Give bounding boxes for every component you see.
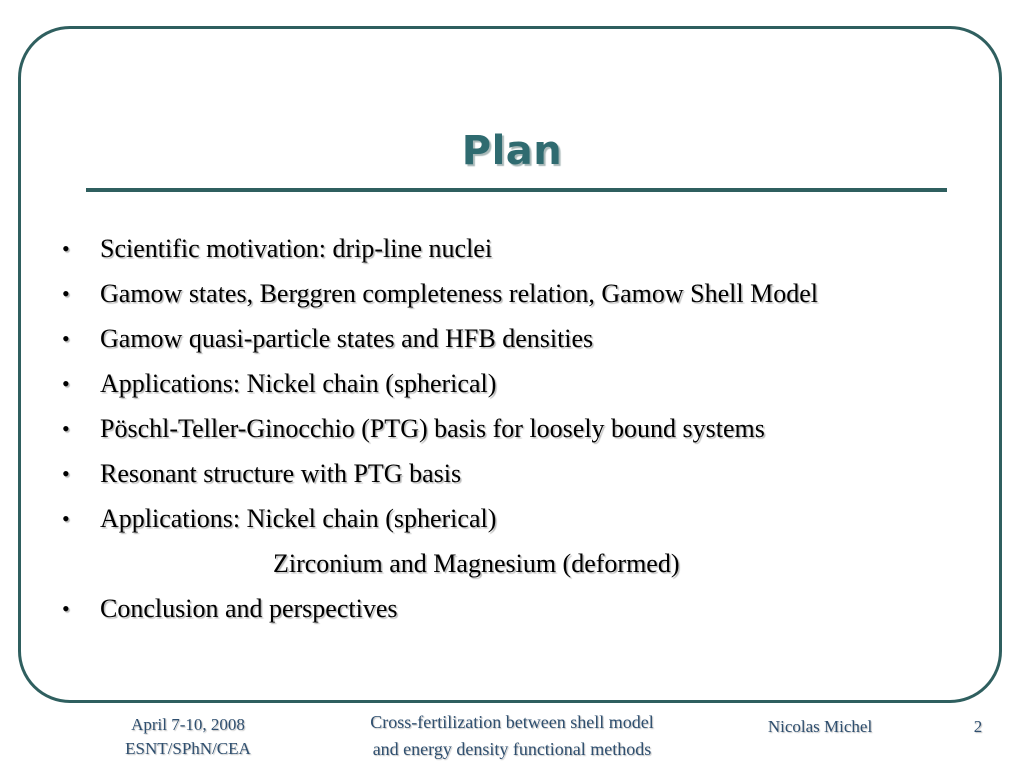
bullet-marker: •	[62, 281, 70, 306]
bullet-marker: •	[62, 461, 70, 486]
footer-talk-title	[320, 709, 704, 763]
bullet-item	[62, 226, 992, 271]
bullet-item	[62, 361, 992, 406]
bullet-list	[62, 226, 992, 631]
bullet-text: Pöschl-Teller-Ginocchio (PTG) basis for loosely bound systems	[100, 414, 765, 443]
bullet-item	[62, 451, 992, 496]
bullet-item	[62, 271, 992, 316]
bullet-text: Gamow states, Berggren completeness relation, Gamow Shell Model	[100, 279, 818, 308]
bullet-item	[62, 316, 992, 361]
slide-title: Plan	[461, 128, 563, 174]
page-number: 2	[973, 717, 983, 736]
bullet-text: Gamow quasi-particle states and HFB densities	[100, 324, 594, 353]
bullet-item	[62, 406, 992, 451]
footer-date-institution	[108, 713, 268, 761]
footer-talk-title-line1: Cross-fertilization between shell model	[370, 712, 654, 732]
bullet-marker: •	[62, 506, 70, 531]
footer-talk-title-line2: and energy density functional methods	[372, 739, 652, 759]
bullet-text: Zirconium and Magnesium (deformed)	[273, 549, 680, 578]
bullet-item	[62, 586, 992, 631]
bullet-text: Resonant structure with PTG basis	[100, 459, 462, 488]
bullet-marker: •	[62, 326, 70, 351]
bullet-text: Scientific motivation: drip-line nuclei	[100, 234, 493, 263]
footer-date: April 7-10, 2008	[131, 715, 245, 734]
bullet-marker: •	[62, 236, 70, 261]
bullet-marker: •	[62, 416, 70, 441]
bullet-item	[62, 496, 992, 541]
bullet-text: Conclusion and perspectives	[100, 594, 398, 623]
bullet-marker: •	[62, 596, 70, 621]
footer-institution: ESNT/SPhN/CEA	[125, 739, 251, 758]
bullet-text: Applications: Nickel chain (spherical)	[100, 369, 497, 398]
footer-author: Nicolas Michel	[767, 717, 873, 736]
bullet-continuation	[62, 541, 992, 586]
title-underline	[86, 188, 947, 192]
bullet-text: Applications: Nickel chain (spherical)	[100, 504, 497, 533]
bullet-marker: •	[62, 371, 70, 396]
